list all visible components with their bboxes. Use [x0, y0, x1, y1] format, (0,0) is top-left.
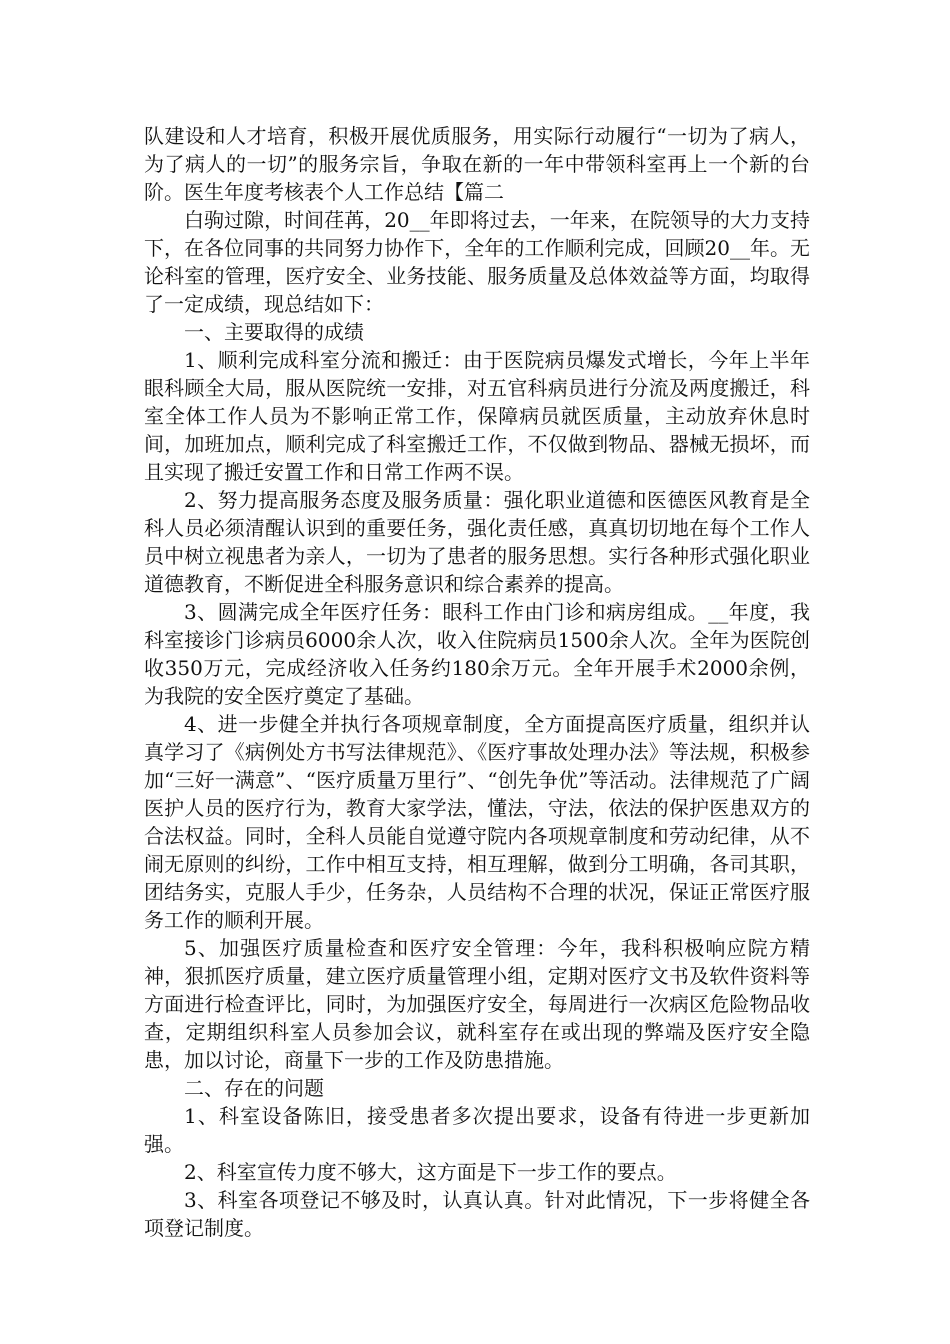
- paragraph-continuation: 队建设和人才培育，积极开展优质服务，用实际行动履行“一切为了病人，为了病人的一切”的服务宗旨，争取在新的一年中带领科室再上一个新的台阶。医生年度考核表个人工作总结【篇二: [144, 124, 810, 204]
- paragraph-item-3: 3、圆满完成全年医疗任务：眼科工作由门诊和病房组成。__年度，我科室接诊门诊病员6000余人次，收入住院病员1500余人次。全年为医院创收350万元，完成经济收入任务约180余万元。全年开展手术2000余例，为我院的安全医疗奠定了基础。: [144, 600, 810, 708]
- paragraph-item-1: 1、顺利完成科室分流和搬迁：由于医院病员爆发式增长，今年上半年眼科顾全大局，服从医院统一安排，对五官科病员进行分流及两度搬迁，科室全体工作人员为不影响正常工作，保障病员就医质量，主动放弃休息时间，加班加点，顺利完成了科室搬迁工作，不仅做到物品、器械无损坏，而且实现了搬迁安置工作和日常工作两不误。: [144, 348, 810, 484]
- paragraph-item-2: 2、努力提高服务态度及服务质量：强化职业道德和医德医风教育是全科人员必须清醒认识到的重要任务，强化责任感，真真切切地在每个工作人员中树立视患者为亲人，一切为了患者的服务思想。实行各种形式强化职业道德教育，不断促进全科服务意识和综合素养的提高。: [144, 488, 810, 596]
- section-heading-problems: 二、存在的问题: [184, 1076, 324, 1100]
- document-page: [144, 122, 810, 1242]
- paragraph-problem-2: 2、科室宣传力度不够大，这方面是下一步工作的要点。: [184, 1160, 677, 1184]
- paragraph-item-4: 4、进一步健全并执行各项规章制度，全方面提高医疗质量，组织并认真学习了《病例处方书写法律规范》、《医疗事故处理办法》等法规，积极参加“三好一满意”、“医疗质量万里行”、“创先争优”等活动。法律规范了广阔医护人员的医疗行为，教育大家学法，懂法，守法，依法的保护医患双方的合法权益。同时，全科人员能自觉遵守院内各项规章制度和劳动纪律，从不闹无原则的纠纷，工作中相互支持，相互理解，做到分工明确，各司其职，团结务实，克服人手少，任务杂，人员结构不合理的状况，保证正常医疗服务工作的顺利开展。: [144, 712, 810, 932]
- paragraph-intro: 白驹过隙，时间荏苒，20__年即将过去，一年来，在院领导的大力支持下，在各位同事的共同努力协作下，全年的工作顺利完成，回顾20__年。无论科室的管理，医疗安全、业务技能、服务质量及总体效益等方面，均取得了一定成绩，现总结如下：: [144, 208, 810, 316]
- paragraph-problem-3: 3、科室各项登记不够及时，认真认真。针对此情况，下一步将健全各项登记制度。: [144, 1188, 810, 1240]
- paragraph-item-5: 5、加强医疗质量检查和医疗安全管理：今年，我科积极响应院方精神，狠抓医疗质量，建立医疗质量管理小组，定期对医疗文书及软件资料等方面进行检查评比，同时，为加强医疗安全，每周进行一次病区危险物品收查，定期组织科室人员参加会议，就科室存在或出现的弊端及医疗安全隐患，加以讨论，商量下一步的工作及防患措施。: [144, 936, 810, 1072]
- section-heading-achievements: 一、主要取得的成绩: [184, 320, 364, 344]
- paragraph-problem-1: 1、科室设备陈旧，接受患者多次提出要求，设备有待进一步更新加强。: [144, 1104, 810, 1156]
